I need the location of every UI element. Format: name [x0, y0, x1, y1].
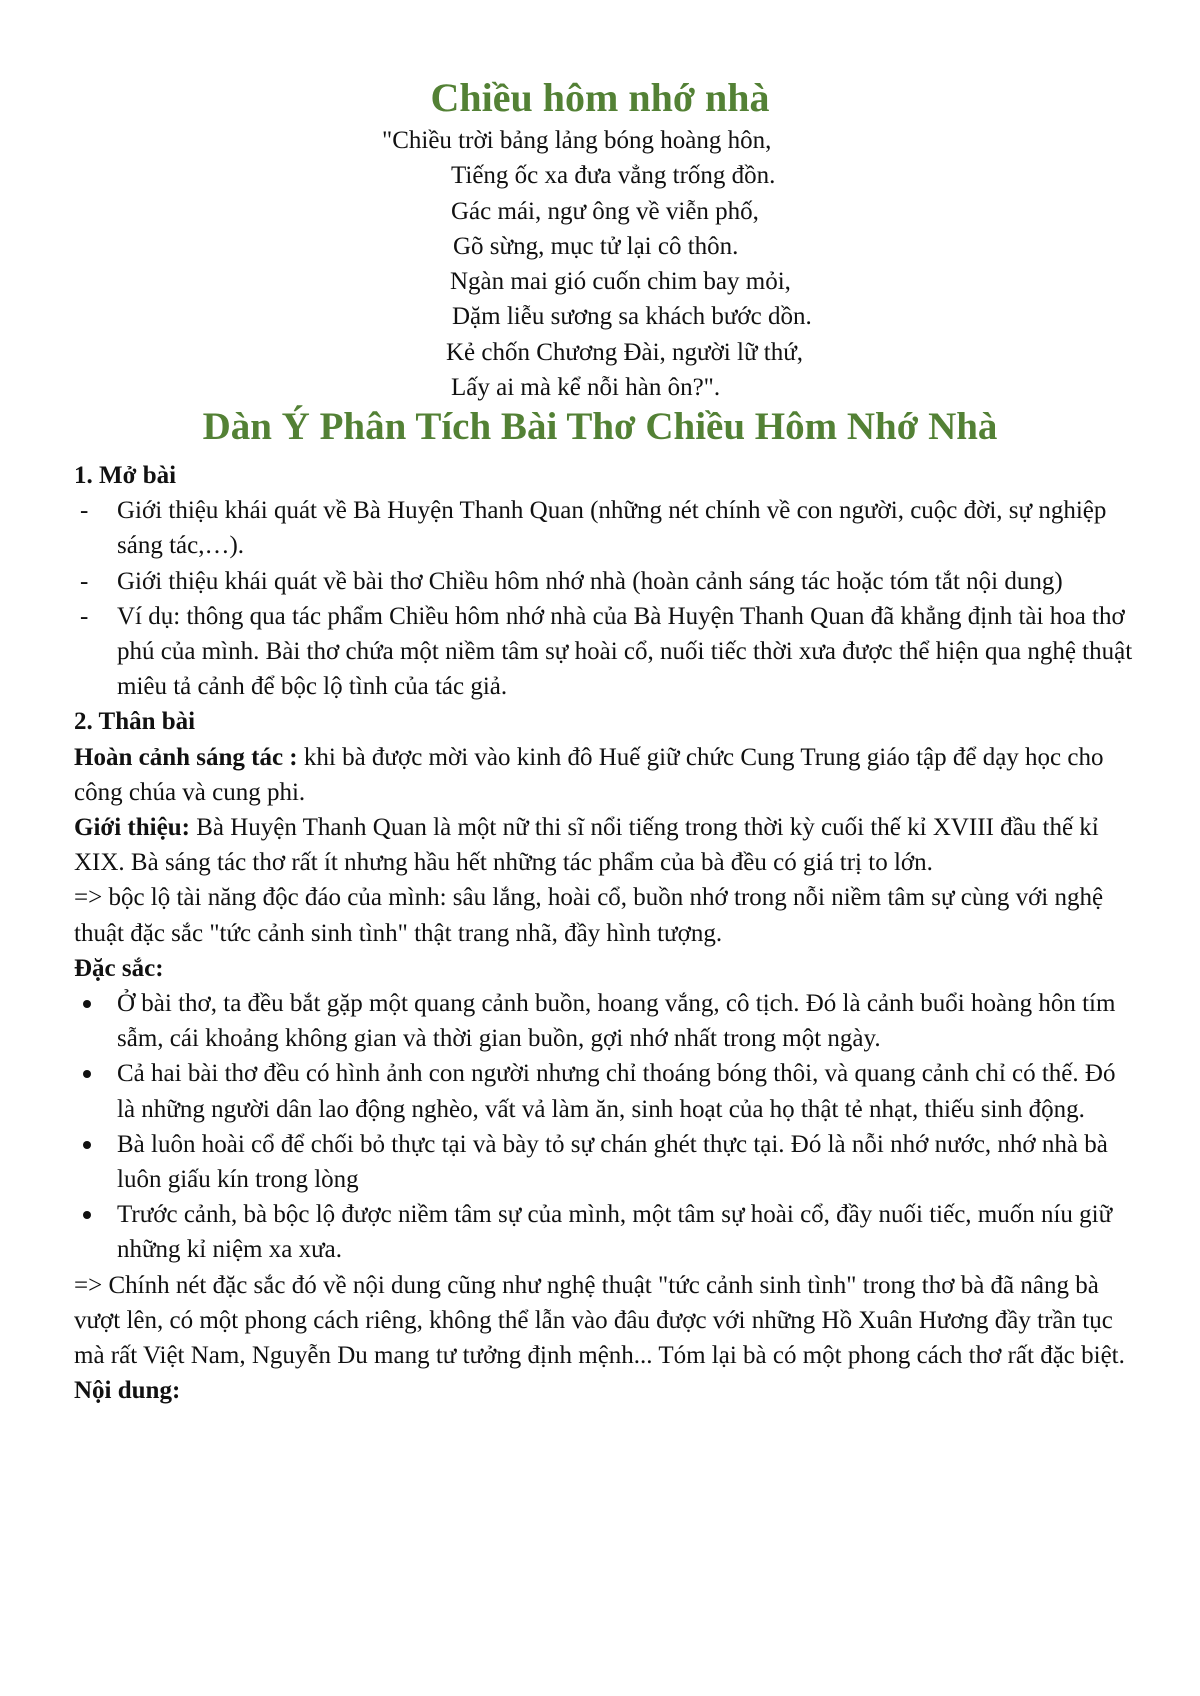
poem-line: Gác mái, ngư ông về viễn phố,	[451, 197, 759, 225]
dash-marker: -	[80, 602, 89, 630]
features-conclusion: => Chính nét đặc sắc đó về nội dung cũng như nghệ thuật "tức cảnh sinh tình" trong thơ bà đã nâng bà vượt lên, có một phong cách riêng, không thể lẫn vào đâu được với những Hồ Xuân Hương đầy trần tục mà rất Việt Nam, Nguyễn Du mang tư tưởng định mệnh... Tóm lại bà có một phong cách thơ rất đặc biệt.	[74, 1271, 1125, 1370]
list-item-text: Bà luôn hoài cổ để chối bỏ thực tại và bày tỏ sự chán ghét thực tại. Đó là nỗi nhớ nước, nhớ nhà bà luôn giấu kín trong lòng	[117, 1130, 1108, 1194]
poem-line: Kẻ chốn Chương Đài, người lữ thứ,	[446, 338, 803, 366]
bullet-icon	[83, 1070, 91, 1078]
list-item	[74, 1056, 1134, 1126]
poem-title: Chiều hôm nhớ nhà	[430, 75, 770, 120]
context-paragraph	[74, 740, 1134, 810]
poem-line: "Chiều trời bảng lảng bóng hoàng hôn,	[382, 127, 772, 154]
poem-line: Tiếng ốc xa đưa vẳng trống đồn.	[451, 162, 776, 190]
poem-line: Dặm liễu sương sa khách bước dồn.	[452, 303, 812, 331]
dash-marker: -	[80, 497, 89, 525]
bullet-icon	[83, 1211, 91, 1219]
bullet-icon	[83, 1000, 91, 1008]
list-item-text: Ở bài thơ, ta đều bắt gặp một quang cảnh buồn, hoang vắng, cô tịch. Đó là cảnh buổi hoàng hôn tím sẫm, cái khoảng không gian và thời gian buồn, gợi nhớ nhất trong một ngày.	[117, 990, 1116, 1053]
section-heading-body: 2. Thân bài	[74, 708, 196, 736]
intro-conclusion: => bộc lộ tài năng độc đáo của mình: sâu lắng, hoài cổ, buồn nhớ trong nỗi niềm tâm sự cùng với nghệ thuật đặc sắc "tức cảnh sinh tình" thật trang nhã, đầy hình tượng.	[74, 884, 1104, 947]
list-item	[74, 564, 1134, 599]
list-item	[74, 986, 1134, 1056]
poem-line: Lấy ai mà kể nỗi hàn ôn?".	[451, 374, 721, 402]
list-item	[74, 493, 1134, 563]
list-item	[74, 599, 1134, 705]
poem-block	[0, 123, 1200, 405]
outline-body	[74, 458, 1134, 1408]
intro-text: Bà Huyện Thanh Quan là một nữ thi sĩ nổi tiếng trong thời kỳ cuối thế kỉ XVIII đầu thế kỉ XIX. Bà sáng tác thơ rất ít nhưng hầu hết những tác phẩm của bà đều có giá trị to lớn.	[74, 814, 1099, 877]
list-item-text: Giới thiệu khái quát về bài thơ Chiều hôm nhớ nhà (hoàn cảnh sáng tác hoặc tóm tắt nội dung)	[117, 567, 1063, 595]
section-heading-intro: 1. Mở bài	[74, 462, 177, 489]
outline-title: Dàn Ý Phân Tích Bài Thơ Chiều Hôm Nhớ Nhà	[202, 405, 998, 448]
features-label: Đặc sắc:	[74, 954, 164, 982]
list-item	[74, 1127, 1134, 1197]
features-list	[74, 986, 1134, 1268]
content-label: Nội dung:	[74, 1377, 181, 1405]
intro-paragraph	[74, 810, 1134, 880]
poem-line: Ngàn mai gió cuốn chim bay mỏi,	[450, 268, 791, 296]
poem-line: Gõ sừng, mục tử lại cô thôn.	[453, 232, 739, 260]
dash-marker: -	[80, 567, 89, 595]
bullet-icon	[83, 1141, 91, 1149]
list-item-text: Cả hai bài thơ đều có hình ảnh con người nhưng chỉ thoáng bóng thôi, và quang cảnh chỉ có thế. Đó là những người dân lao động nghèo, vất vả làm ăn, sinh hoạt của họ thật tẻ nhạt, thiếu sinh động.	[117, 1060, 1116, 1123]
list-item	[74, 1197, 1134, 1267]
list-item-text: Giới thiệu khái quát về Bà Huyện Thanh Quan (những nét chính về con người, cuộc đời, sự nghiệp sáng tác,…).	[117, 497, 1107, 560]
list-item-text: Trước cảnh, bà bộc lộ được niềm tâm sự của mình, một tâm sự hoài cổ, đầy nuối tiếc, muốn níu giữ những kỉ niệm xa xưa.	[117, 1201, 1113, 1264]
context-text: khi bà được mời vào kinh đô Huế giữ chức Cung Trung giáo tập để dạy học cho công chúa và cung phi.	[74, 743, 1104, 806]
intro-label: Giới thiệu:	[74, 814, 190, 842]
list-item-text: Ví dụ: thông qua tác phẩm Chiều hôm nhớ nhà của Bà Huyện Thanh Quan đã khẳng định tài hoa thơ phú của mình. Bài thơ chứa một niềm tâm sự hoài cổ, nuối tiếc thời xưa được thể hiện qua nghệ thuật miêu tả cảnh để bộc lộ tình của tác giả.	[117, 602, 1133, 701]
context-label: Hoàn cảnh sáng tác :	[74, 743, 298, 771]
intro-list	[74, 493, 1134, 704]
